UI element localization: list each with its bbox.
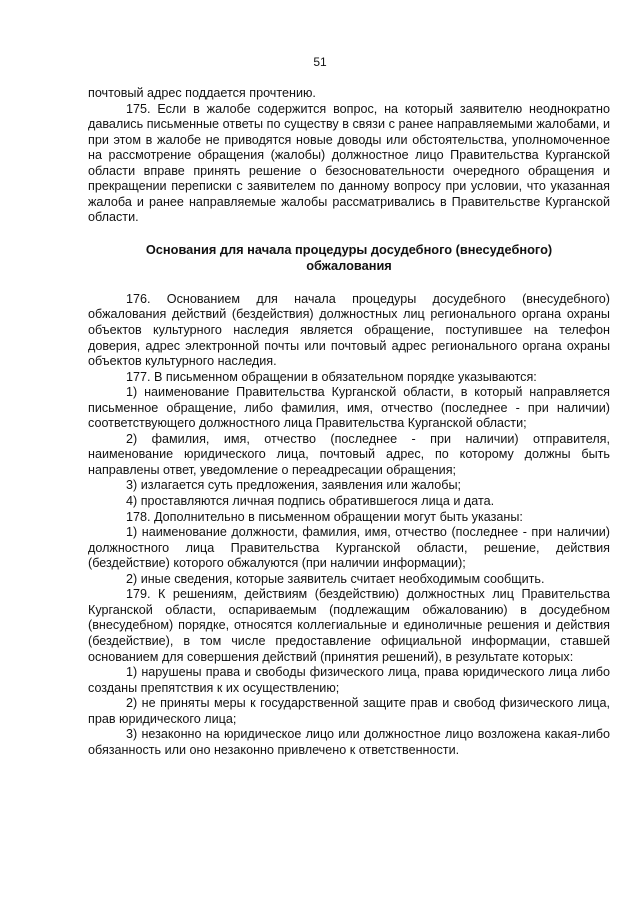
paragraph-177: 177. В письменном обращении в обязательном порядке указываются: <box>126 369 537 384</box>
paragraph-179-item-3: 3) незаконно на юридическое лицо или должностное лицо возложена какая-либо обязанность или оно незаконно привлечено к ответственности. <box>88 727 610 757</box>
paragraph-continuation: почтовый адрес поддается прочтению. <box>88 86 316 100</box>
paragraph-178-item-1: 1) наименование должности, фамилия, имя, отчество (последнее - при наличии) должностного лица Правительства Курганской области, решение, действия (бездействие) которого обжалуются (при наличии информации); <box>88 525 610 571</box>
paragraph-176: 176. Основанием для начала процедуры досудебного (внесудебного) обжалования действий (бездействия) должностных лиц регионального органа охраны объектов культурного наследия является обращение, поступившее на телефон доверия, адрес электронной почты или почтовый адрес регионального органа охраны объектов культурного наследия. <box>88 291 610 369</box>
section-heading-line-1: Основания для начала процедуры досудебного (внесудебного) <box>145 241 553 257</box>
paragraph-179-item-1: 1) нарушены права и свободы физического лица, права юридического лица либо созданы препятствия к их осуществлению; <box>88 665 610 695</box>
paragraph-177-item-2: 2) фамилия, имя, отчество (последнее - при наличии) отправителя, наименование юридического лица, почтовый адрес, по которому должны быть направлены ответ, уведомление о переадресации обращения; <box>88 431 610 477</box>
paragraph-177-item-1: 1) наименование Правительства Курганской области, в который направляется письменное обращение, либо фамилия, имя, отчество (последнее - при наличии) соответствующего должностного лица Правительства Курганской области; <box>88 385 610 431</box>
page-number: 51 <box>313 55 327 69</box>
paragraph-179: 179. К решениям, действиям (бездействию) должностных лиц Правительства Курганской области, оспариваемым (подлежащим обжалованию) в досудебном (внесудебном) порядке, относятся коллегиальные и единоличные решения и действия (бездействие), в том числе предоставление официальной информации, ставшей основанием для совершения действий (принятия решений), в результате которых: <box>88 587 610 664</box>
paragraph-177-item-3: 3) излагается суть предложения, заявления или жалобы; <box>126 478 462 493</box>
paragraph-175: 175. Если в жалобе содержится вопрос, на который заявителю неоднократно давались письменные ответы по существу в связи с ранее направляемыми жалобами, и при этом в жалобе не приводятся новые доводы или обстоятельства, уполномоченное на рассмотрение обращения (жалобы) должностное лицо Правительства Курганской области вправе принять решение о безосновательности очередного обращения и прекращении переписки с заявителем по данному вопросу при условии, что указанная жалоба и ранее направляемые жалобы рассматривались в Правительстве Курганской области. <box>88 101 610 225</box>
section-heading-line-2: обжалования <box>306 257 392 273</box>
section-heading <box>88 242 610 274</box>
paragraph-178-item-2: 2) иные сведения, которые заявитель считает необходимым сообщить. <box>126 571 545 586</box>
paragraph-178: 178. Дополнительно в письменном обращении могут быть указаны: <box>126 509 523 524</box>
paragraph-177-item-4: 4) проставляются личная подпись обратившегося лица и дата. <box>126 494 495 509</box>
document-body <box>88 86 610 758</box>
paragraph-179-item-2: 2) не приняты меры к государственной защите прав и свобод физического лица, прав юридического лица; <box>88 696 610 726</box>
